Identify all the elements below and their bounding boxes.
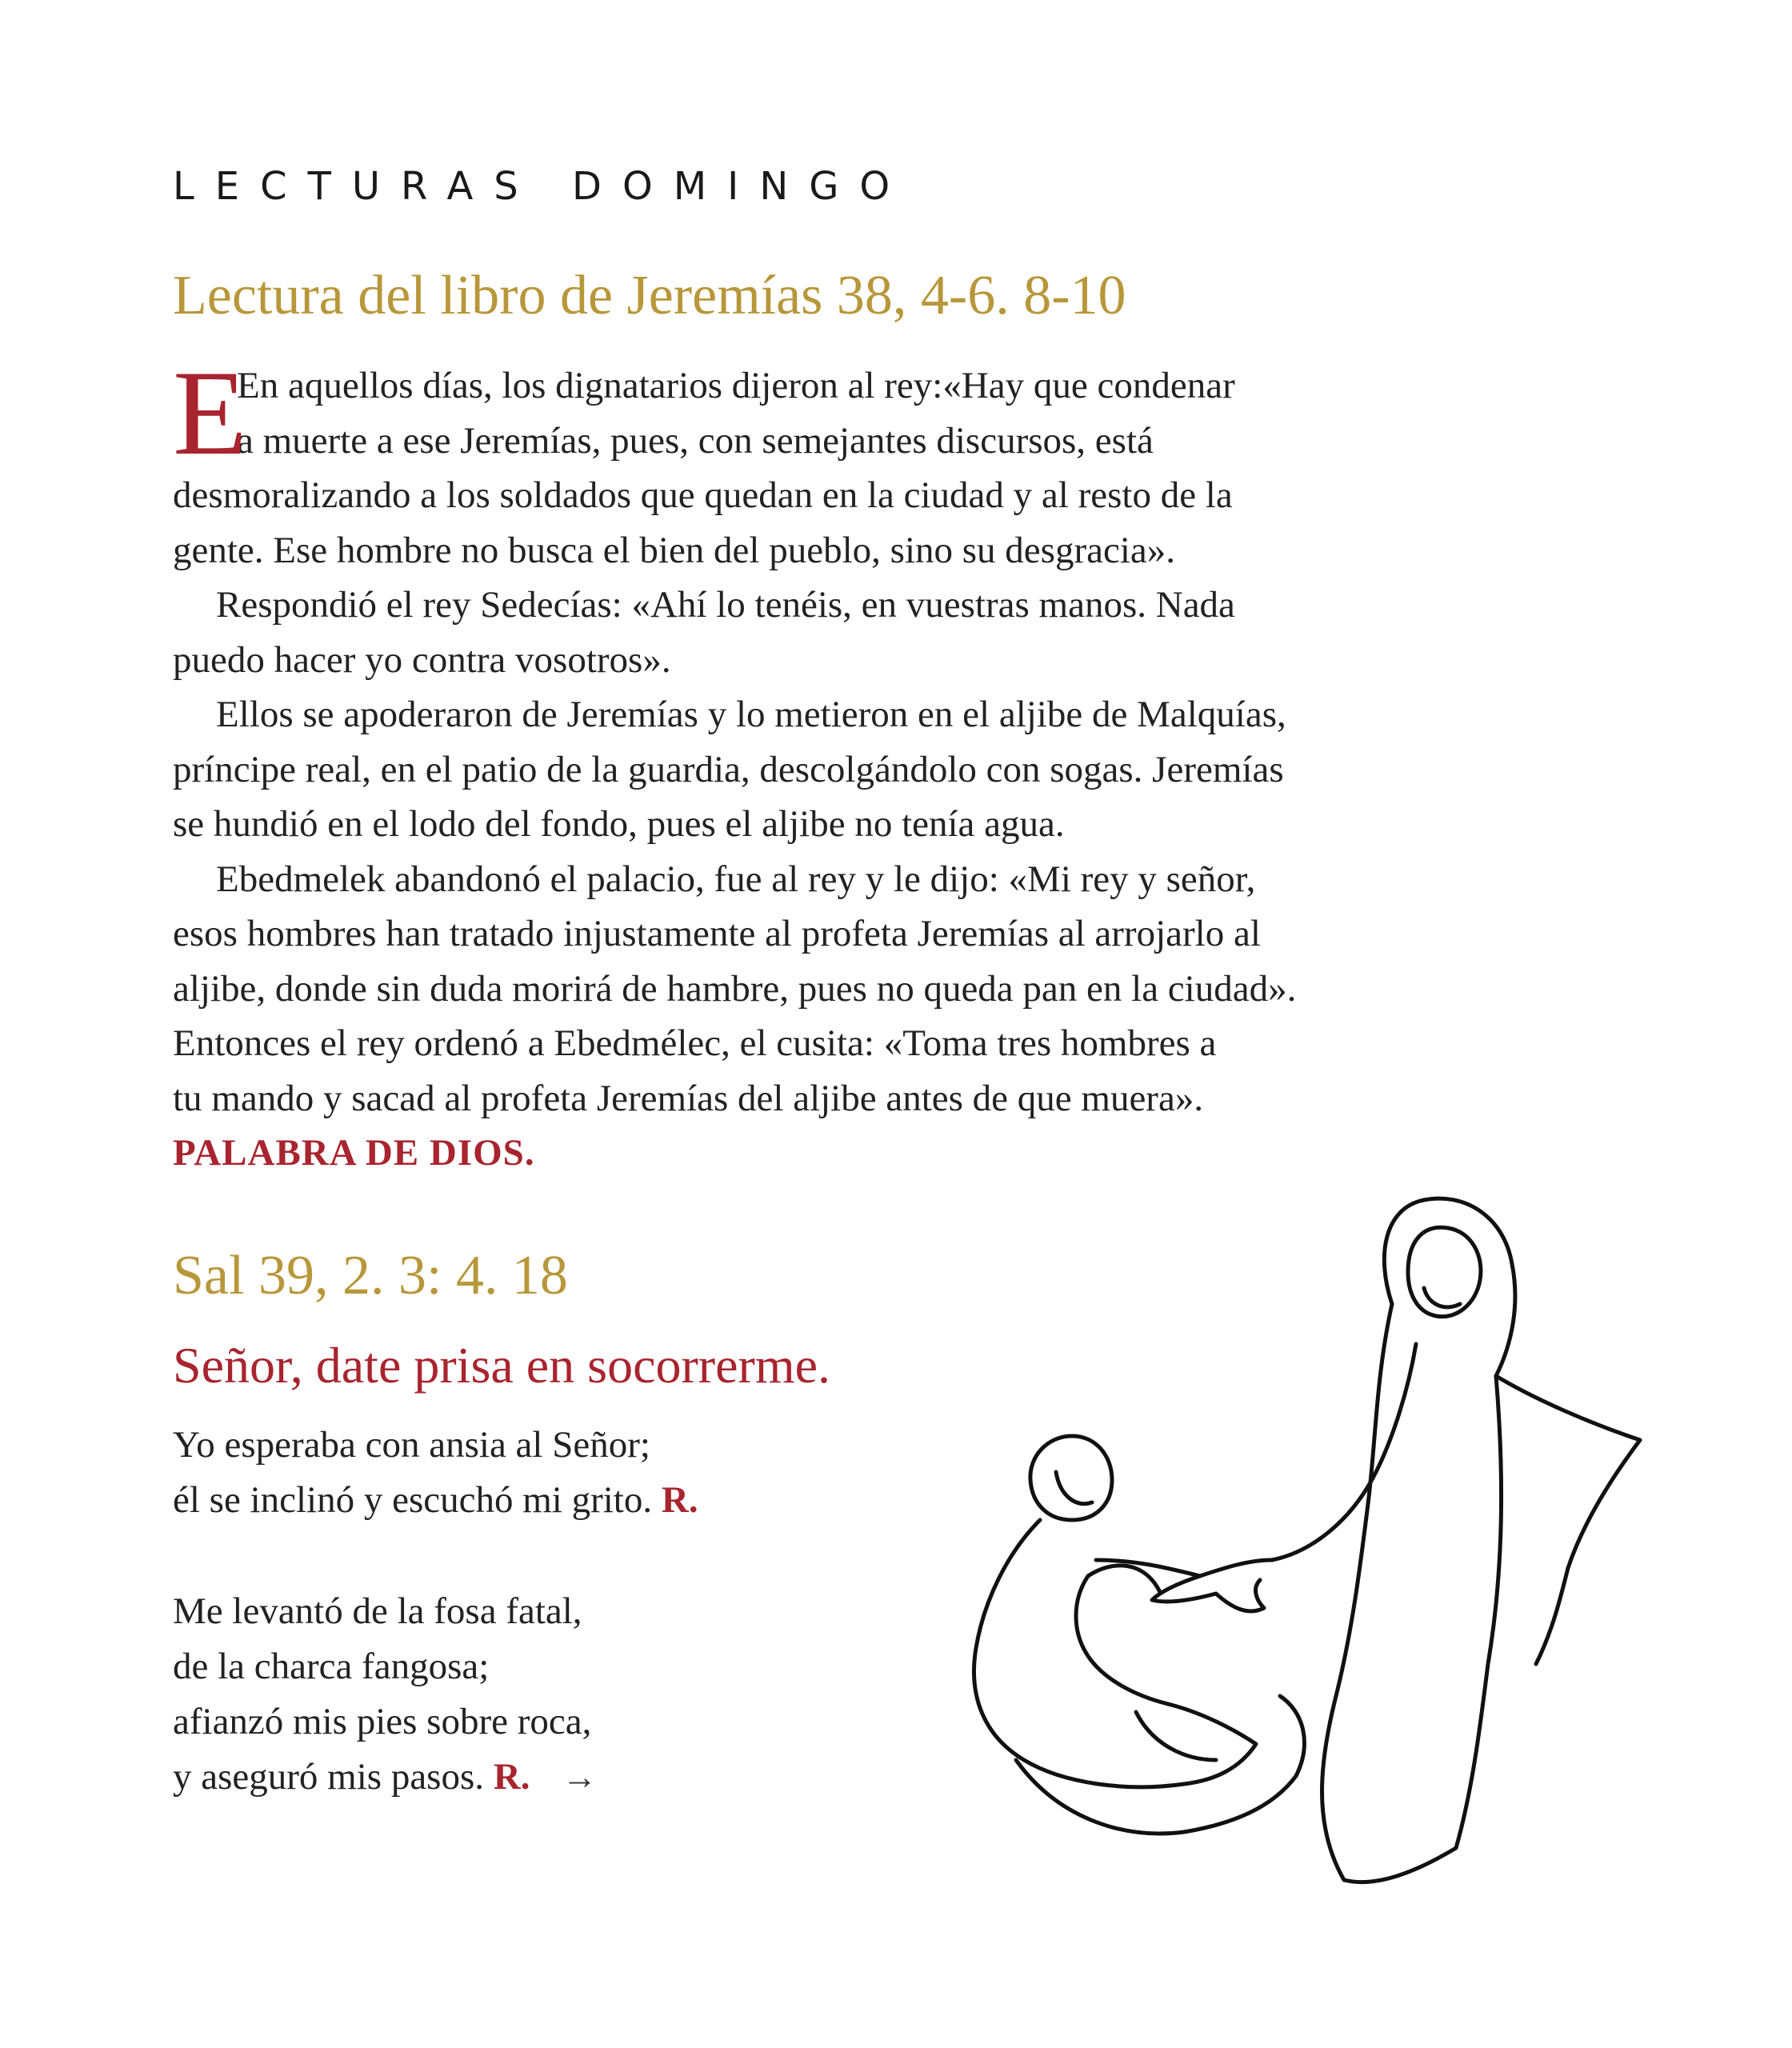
kneeling-figure-cloth — [1136, 1712, 1216, 1760]
psalm-title: Sal 39, 2. 3: 4. 18 — [173, 1245, 568, 1306]
continue-arrow-icon: → — [562, 1758, 598, 1797]
line-art-figures-icon — [896, 1184, 1664, 1904]
kneeling-figure-head — [1030, 1436, 1112, 1520]
stanza-line: de la charca fangosa; — [173, 1646, 490, 1687]
reading-line: En aquellos días, los dignatarios dijeron al rey:«Hay que condenar — [237, 365, 1235, 406]
section-label: LECTURAS DOMINGO — [173, 164, 911, 209]
reading-line: Entonces el rey ordenó a Ebedmélec, el cusita: «Toma tres hombres a — [173, 1022, 1217, 1064]
stanza-line — [173, 1750, 597, 1805]
drop-cap: E — [173, 346, 247, 480]
psalm-stanza-2 — [173, 1584, 597, 1805]
stanza-line — [173, 1473, 698, 1528]
reading-line: desmoralizando a los soldados que quedan en la ciudad y al resto de la — [173, 474, 1233, 516]
reading-line: esos hombres han tratado injustamente al profeta Jeremías al arrojarlo al — [173, 913, 1261, 954]
reading-body — [173, 346, 1453, 1181]
stanza-line: Me levantó de la fosa fatal, — [173, 1590, 582, 1632]
standing-figure-beard — [1424, 1288, 1460, 1307]
standing-figure-robe — [1322, 1304, 1502, 1882]
standing-figure-sleeve — [1272, 1344, 1640, 1664]
reading-line: aljibe, donde sin duda morirá de hambre, pues no queda pan en la ciudad». — [173, 967, 1297, 1010]
stanza-line-text: él se inclinó y escuchó mi grito. — [173, 1479, 653, 1521]
reading-line: tu mando y sacad al profeta Jeremías del aljibe antes de que muera». — [173, 1077, 1204, 1119]
standing-figure-face — [1408, 1227, 1481, 1317]
reading-line: Ebedmelek abandonó el palacio, fue al rey y le dijo: «Mi rey y señor, — [216, 858, 1256, 900]
stanza-line: afianzó mis pies sobre roca, — [173, 1701, 592, 1742]
kneeling-figure-face — [1056, 1472, 1092, 1504]
reading-line: Respondió el rey Sedecías: «Ahí lo tenéis, en vuestras manos. Nada — [216, 584, 1235, 626]
psalm-stanza-1 — [173, 1418, 698, 1528]
stanza-line-text: y aseguró mis pasos. — [173, 1756, 485, 1798]
kneeling-figure-robe-fold — [1016, 1696, 1304, 1834]
reading-title: Lectura del libro de Jeremías 38, 4-6. 8-10 — [173, 265, 1126, 326]
reading-line: Ellos se apoderaron de Jeremías y lo metieron en el aljibe de Malquías, — [216, 694, 1286, 735]
reading-line: príncipe real, en el patio de la guardia, descolgándolo con sogas. Jeremías — [173, 748, 1284, 790]
reading-line: se hundió en el lodo del fondo, pues el aljibe no tenía agua. — [173, 803, 1065, 845]
response-marker: R. — [661, 1479, 698, 1521]
reading-line: a muerte a ese Jeremías, pues, con semejantes discursos, está — [237, 419, 1154, 462]
stanza-line: Yo esperaba con ansia al Señor; — [173, 1424, 650, 1466]
reading-line: gente. Ese hombre no busca el bien del pueblo, sino su desgracia». — [173, 529, 1175, 571]
closing-acclamation: PALABRA DE DIOS. — [173, 1132, 535, 1174]
response-marker: R. — [493, 1756, 530, 1798]
psalm-response: Señor, date prisa en socorrerme. — [173, 1337, 830, 1394]
reading-line: puedo hacer yo contra vosotros». — [173, 638, 671, 681]
